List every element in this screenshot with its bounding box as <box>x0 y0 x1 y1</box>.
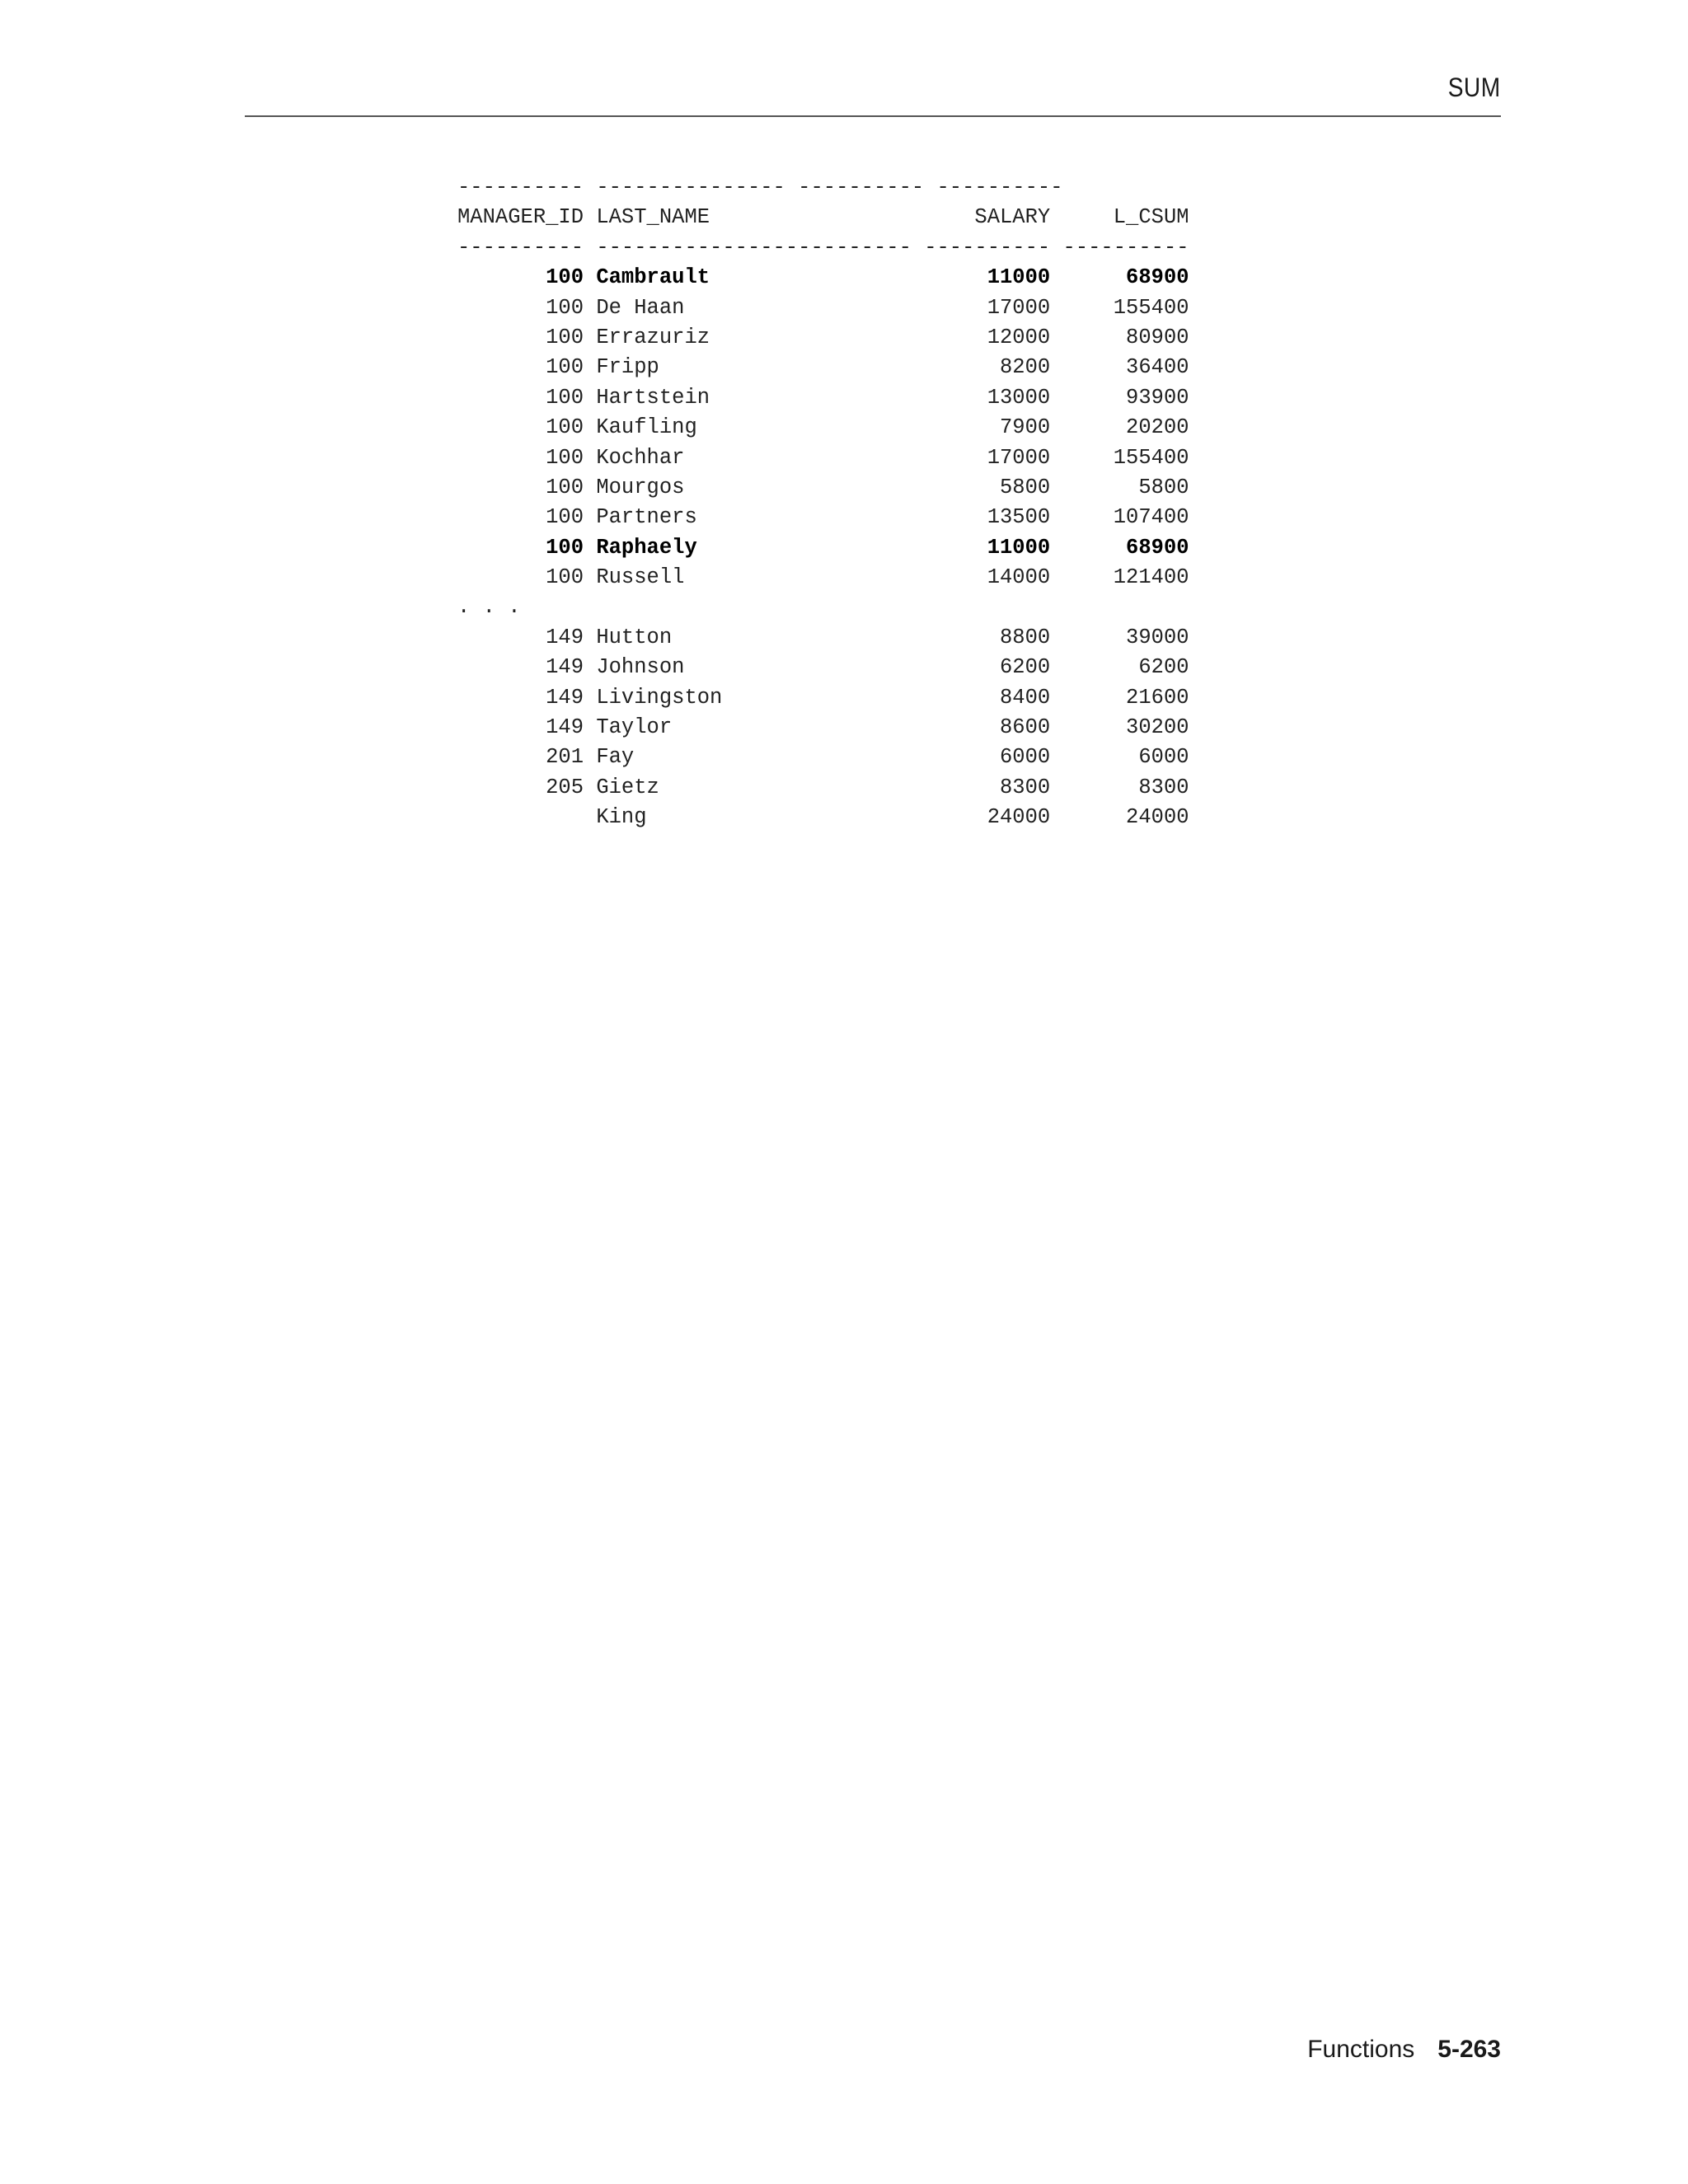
table-row: 149 Taylor 8600 30200 <box>457 715 1189 740</box>
table-row: 205 Gietz 8300 8300 <box>457 775 1189 799</box>
header-rule <box>245 115 1501 117</box>
table-row: 100 Kochhar 17000 155400 <box>457 445 1189 470</box>
table-row: 149 Hutton 8800 39000 <box>457 625 1189 649</box>
separator-line: ---------- ------------------------- ---------- ---------- <box>457 235 1189 260</box>
column-header-row: MANAGER_ID LAST_NAME SALARY L_CSUM <box>457 205 1189 230</box>
separator-line: ---------- --------------- ---------- ---------- <box>457 176 1063 199</box>
table-row: 149 Johnson 6200 6200 <box>457 655 1189 680</box>
page-footer <box>1307 2036 1501 2064</box>
page-number: 5-263 <box>1437 2036 1501 2063</box>
table-row: 149 Livingston 8400 21600 <box>457 685 1189 710</box>
table-row: 100 Kaufling 7900 20200 <box>457 415 1189 440</box>
table-row: 100 Raphaely 11000 68900 <box>457 535 1189 560</box>
table-row: 201 Fay 6000 6000 <box>457 745 1189 770</box>
table-row: 100 Russell 14000 121400 <box>457 565 1189 590</box>
ellipsis-line: . . . <box>457 595 521 620</box>
footer-section: Functions <box>1307 2036 1415 2063</box>
table-row: 100 Cambrault 11000 68900 <box>457 265 1189 290</box>
table-row: 100 Partners 13500 107400 <box>457 505 1189 530</box>
running-head-title: SUM <box>1448 73 1501 102</box>
table-row: 100 Hartstein 13000 93900 <box>457 385 1189 410</box>
table-row: King 24000 24000 <box>457 805 1189 830</box>
table-row: 100 Fripp 8200 36400 <box>457 355 1189 380</box>
table-row: 100 Errazuriz 12000 80900 <box>457 325 1189 349</box>
table-row: 100 Mourgos 5800 5800 <box>457 475 1189 499</box>
query-output-block <box>457 173 1189 833</box>
table-row: 100 De Haan 17000 155400 <box>457 295 1189 320</box>
